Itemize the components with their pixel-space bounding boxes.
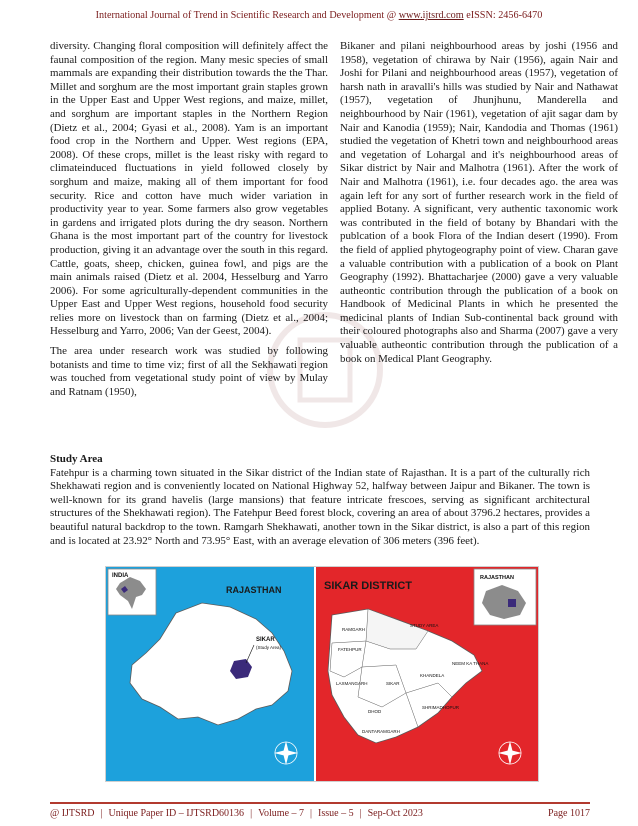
footer-page-number: Page 1017 [548, 808, 590, 819]
footer-volume: Volume – 7 [258, 808, 305, 819]
right-column [340, 40, 618, 372]
tehsil-label-fatehpur: FATEHPUR [338, 647, 362, 652]
left-column [50, 40, 328, 405]
district-title: SIKAR DISTRICT [324, 580, 412, 592]
sikar-label: SIKAR [256, 637, 275, 643]
journal-header [0, 10, 638, 21]
tehsil-label-khandela: KHANDELA [420, 673, 445, 678]
journal-eissn: eISSN: 2456-6470 [466, 10, 543, 21]
tehsil-label-laxmangarh: LAXMANGARH [336, 681, 368, 686]
tehsil-label-sikar: SIKAR [386, 681, 400, 686]
journal-name: International Journal of Trend in Scientific Research and Development @ [95, 10, 397, 21]
study-area-heading: Study Area [50, 453, 103, 465]
footer-ijtsrd: @ IJTSRD [50, 808, 95, 819]
study-area-map [106, 567, 538, 781]
study-area-map-figure [105, 566, 539, 782]
tehsil-label-shrimadhopur: SHRIMADHOPUR [422, 705, 460, 710]
tehsil-label-neem-ka-thana: NEEM KA THANA [452, 661, 489, 666]
page-footer: @ IJTSRD | Unique Paper ID – IJTSRD60136 | Volume – 7 | Issue – 5 | Sep-Oct 2023 Page 1017 [50, 802, 590, 819]
footer-date: Sep-Oct 2023 [367, 808, 423, 819]
sikar-sub-label: (Study Area) [256, 645, 282, 650]
rajasthan-inset-label: RAJASTHAN [480, 575, 514, 581]
tehsil-label-dhod: DHOD [368, 709, 382, 714]
study-area-section [50, 453, 590, 548]
left-paragraph-2: The area under research work was studied by following botanists and time to time viz; first of all the Sekhawati region was touched from vegetational study point of view by Mulay and Ratnam (1950), [50, 345, 328, 398]
study-area-text: Fatehpur is a charming town situated in the Sikar district of the Indian state of Rajasthan. It is a part of the culturally rich Shekhawati region and is conveniently located on National Highway 52, halfway between Jaipur and Bikaner. The town is well-known for its grand havelis (large mansions) that feature intricate frescoes, serving as significant architectural structures of the Shekhawati region). The Fatehpur Beed forest block, covering an area of about 3796.2 hectares, provides a beautiful natural backdrop to the town. Ramgarh Shekhawati, another town in the Sikar district, is also a part of this region and is located at 23.92° North and 73.95° East, with an average elevation of 306 meters (396 feet). [50, 466, 590, 547]
rajasthan-inset-highlight [508, 599, 516, 607]
journal-url-link[interactable]: www.ijtsrd.com [398, 10, 464, 21]
tehsil-label-dantaramgarh: DANTARAMGARH [362, 729, 400, 734]
india-label: INDIA [112, 573, 129, 579]
footer-paper-id: Unique Paper ID – IJTSRD60136 [108, 808, 245, 819]
rajasthan-label: RAJASTHAN [226, 585, 282, 595]
footer-issue: Issue – 5 [318, 808, 354, 819]
tehsil-label-ramgarh: RAMGARH [342, 627, 366, 632]
study-area-label: STUDY AREA [410, 623, 439, 628]
left-paragraph-1: diversity. Changing floral composition will definitely affect the faunal composition of the region. Many mesic species of small mammals are expanding their distribution towards the the Thar. Millet and sorghum are the most important grain staples grown in the Upper East and Upper West regions, and maize, millet, and sorghum are important staples in the Northern Region (Dietz et al., 2004; Gyasi et al., 2008). Yam is an important food crop in the Northern and Upper. West regions (EPA, 2008). Of these crops, millet is the least risky with regard to climateinduced fluctuations in yield followed closely by sorghum and maize, making all of them important for food security. Rice and cotton have much wider variation in productivity year to year. Some farmers also grow vegetables in gardens and irrigated plots during the dry season. Northern Ghana is the most important part of the country for livestock production, giving it an advantage over the south in this regard. Cattle, goats, sheep, chicken, guinea fowl, and pigs are the main animals raised (Dietz et al. 2004, Hesselburg and Yarro 2006). For some agriculturally-dependent communities in the Upper East and Upper West regions, household food security relies more on livestock than on farming (Dietz et al., 2004; Hesselburg and Yarro, 2006; Van der Geest, 2004). [50, 40, 328, 338]
right-paragraph-1: Bikaner and pilani neighbourhood areas by joshi (1956 and 1958), vegetation of chirawa by Nair (1956), again Nair and Joshi for Pilani and neighbourhood areas (1957), vegetation of harsh nath in aravalli's hills was studied by Nair and Nathawat (1957), vegetation of Jhunjhunu, Manderella and neighbourhood by Nair (1961), vegetation of ajit sagar dam by Nair and Kanodia (1959); Nair, Kandodia and Thomas (1961) studied the vegetation of Khetri town and neighbourhood areas and vegetation of Lohargal and it's neighbourhood areas of Sikar district by Nair and Malhotra (1961). After the work of Nair and Malhotra (1961), i.e. four decades ago. the area was again left for any sort of further research work in the field of applied Botany. A significant, very authentic taxonomic work was contributed in the field of botany by Bhandari with the publcation of a book Flora of the Indian desert (1990). From the field of applied phytogeography point of view. Charan gave a valuable contribution with a publication of a book on Plant Geography (1992). Bhattacharjee (2000) gave a very valuable autheontic contribution through the publication of a book on Handbook of Medicinal Plants in which he presented the medicinal plants of Indian Sub-continental back ground with their coloured photographs also and Sharma (2007) gave a very valuable autheontic contribution through the publication of a book on Medical Plant Geography. [340, 40, 618, 365]
